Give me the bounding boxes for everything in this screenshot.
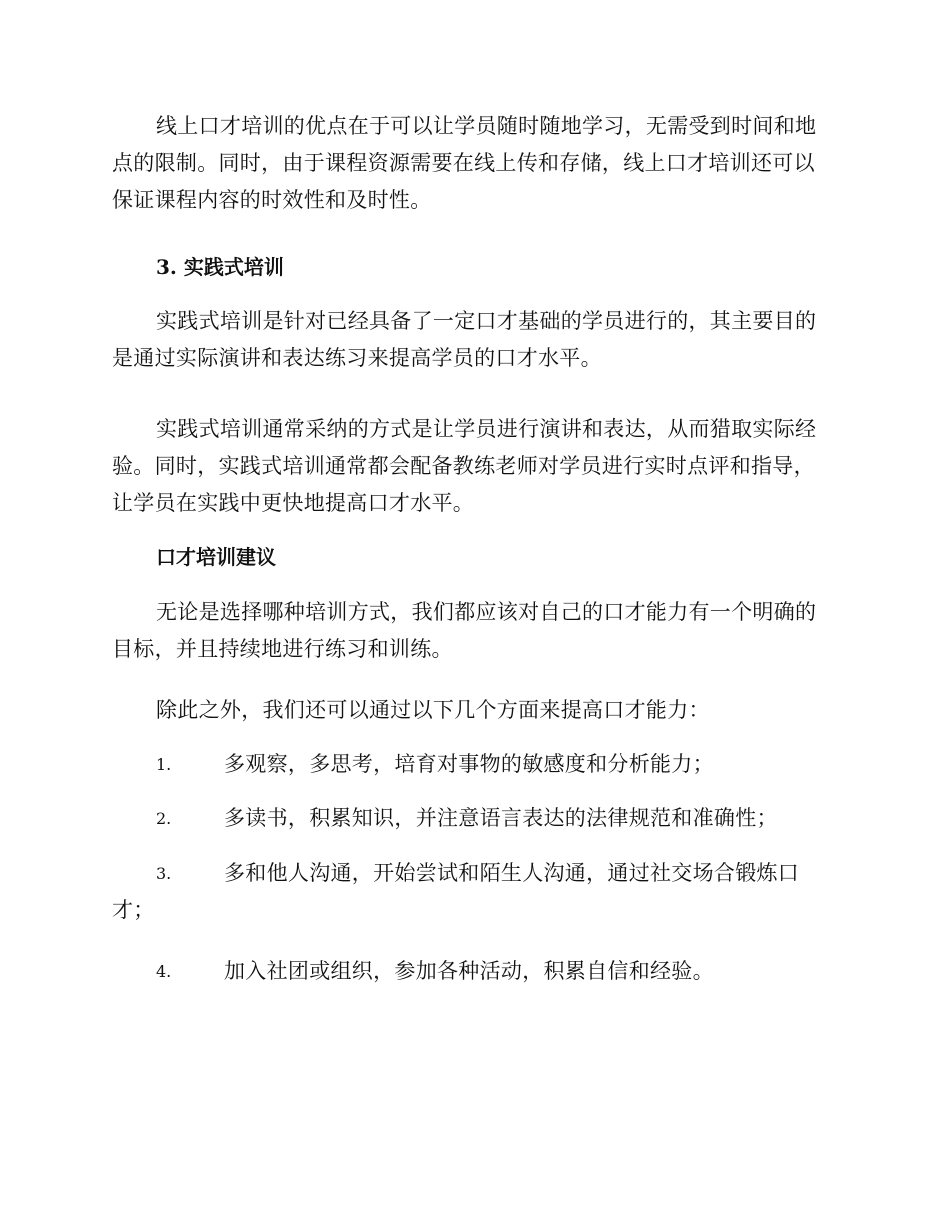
- list-item: 多读书，积累知识，并注意语言表达的法律规范和准确性；: [224, 806, 778, 830]
- paragraph-practice-method: 实践式培训通常采纳的方式是让学员进行演讲和表达，从而猎取实际经验。同时，实践式培训通常都会配备教练老师对学员进行实时点评和指导，让学员在实践中更快地提高口才水平。: [112, 417, 817, 515]
- heading-training-advice: 口才培训建议: [156, 545, 276, 569]
- paragraph-practice-intro: 实践式培训是针对已经具备了一定口才基础的学员进行的，其主要目的是通过实际演讲和表达练习来提高学员的口才水平。: [112, 309, 817, 370]
- heading-practice-training: 3. 实践式培训: [156, 255, 284, 279]
- list-item-number: 2.: [156, 809, 172, 828]
- list-item: 多观察，多思考，培育对事物的敏感度和分析能力；: [224, 752, 714, 776]
- list-item-number: 3.: [156, 864, 172, 883]
- paragraph-advice-goal: 无论是选择哪种培训方式，我们都应该对自己的口才能力有一个明确的目标，并且持续地进行练习和训练。: [112, 600, 817, 661]
- list-item: 加入社团或组织，参加各种活动，积累自信和经验。: [224, 959, 714, 983]
- list-item-number: 4.: [156, 962, 172, 981]
- paragraph-advice-more: 除此之外，我们还可以通过以下几个方面来提高口才能力：: [156, 698, 710, 722]
- list-item-number: 1.: [156, 755, 172, 774]
- paragraph-online-advantage: 线上口才培训的优点在于可以让学员随时随地学习，无需受到时间和地点的限制。同时，由于课程资源需要在线上传和存储，线上口才培训还可以保证课程内容的时效性和及时性。: [112, 114, 817, 212]
- list-item: 多和他人沟通，开始尝试和陌生人沟通，通过社交场合锻炼口才；: [112, 861, 800, 922]
